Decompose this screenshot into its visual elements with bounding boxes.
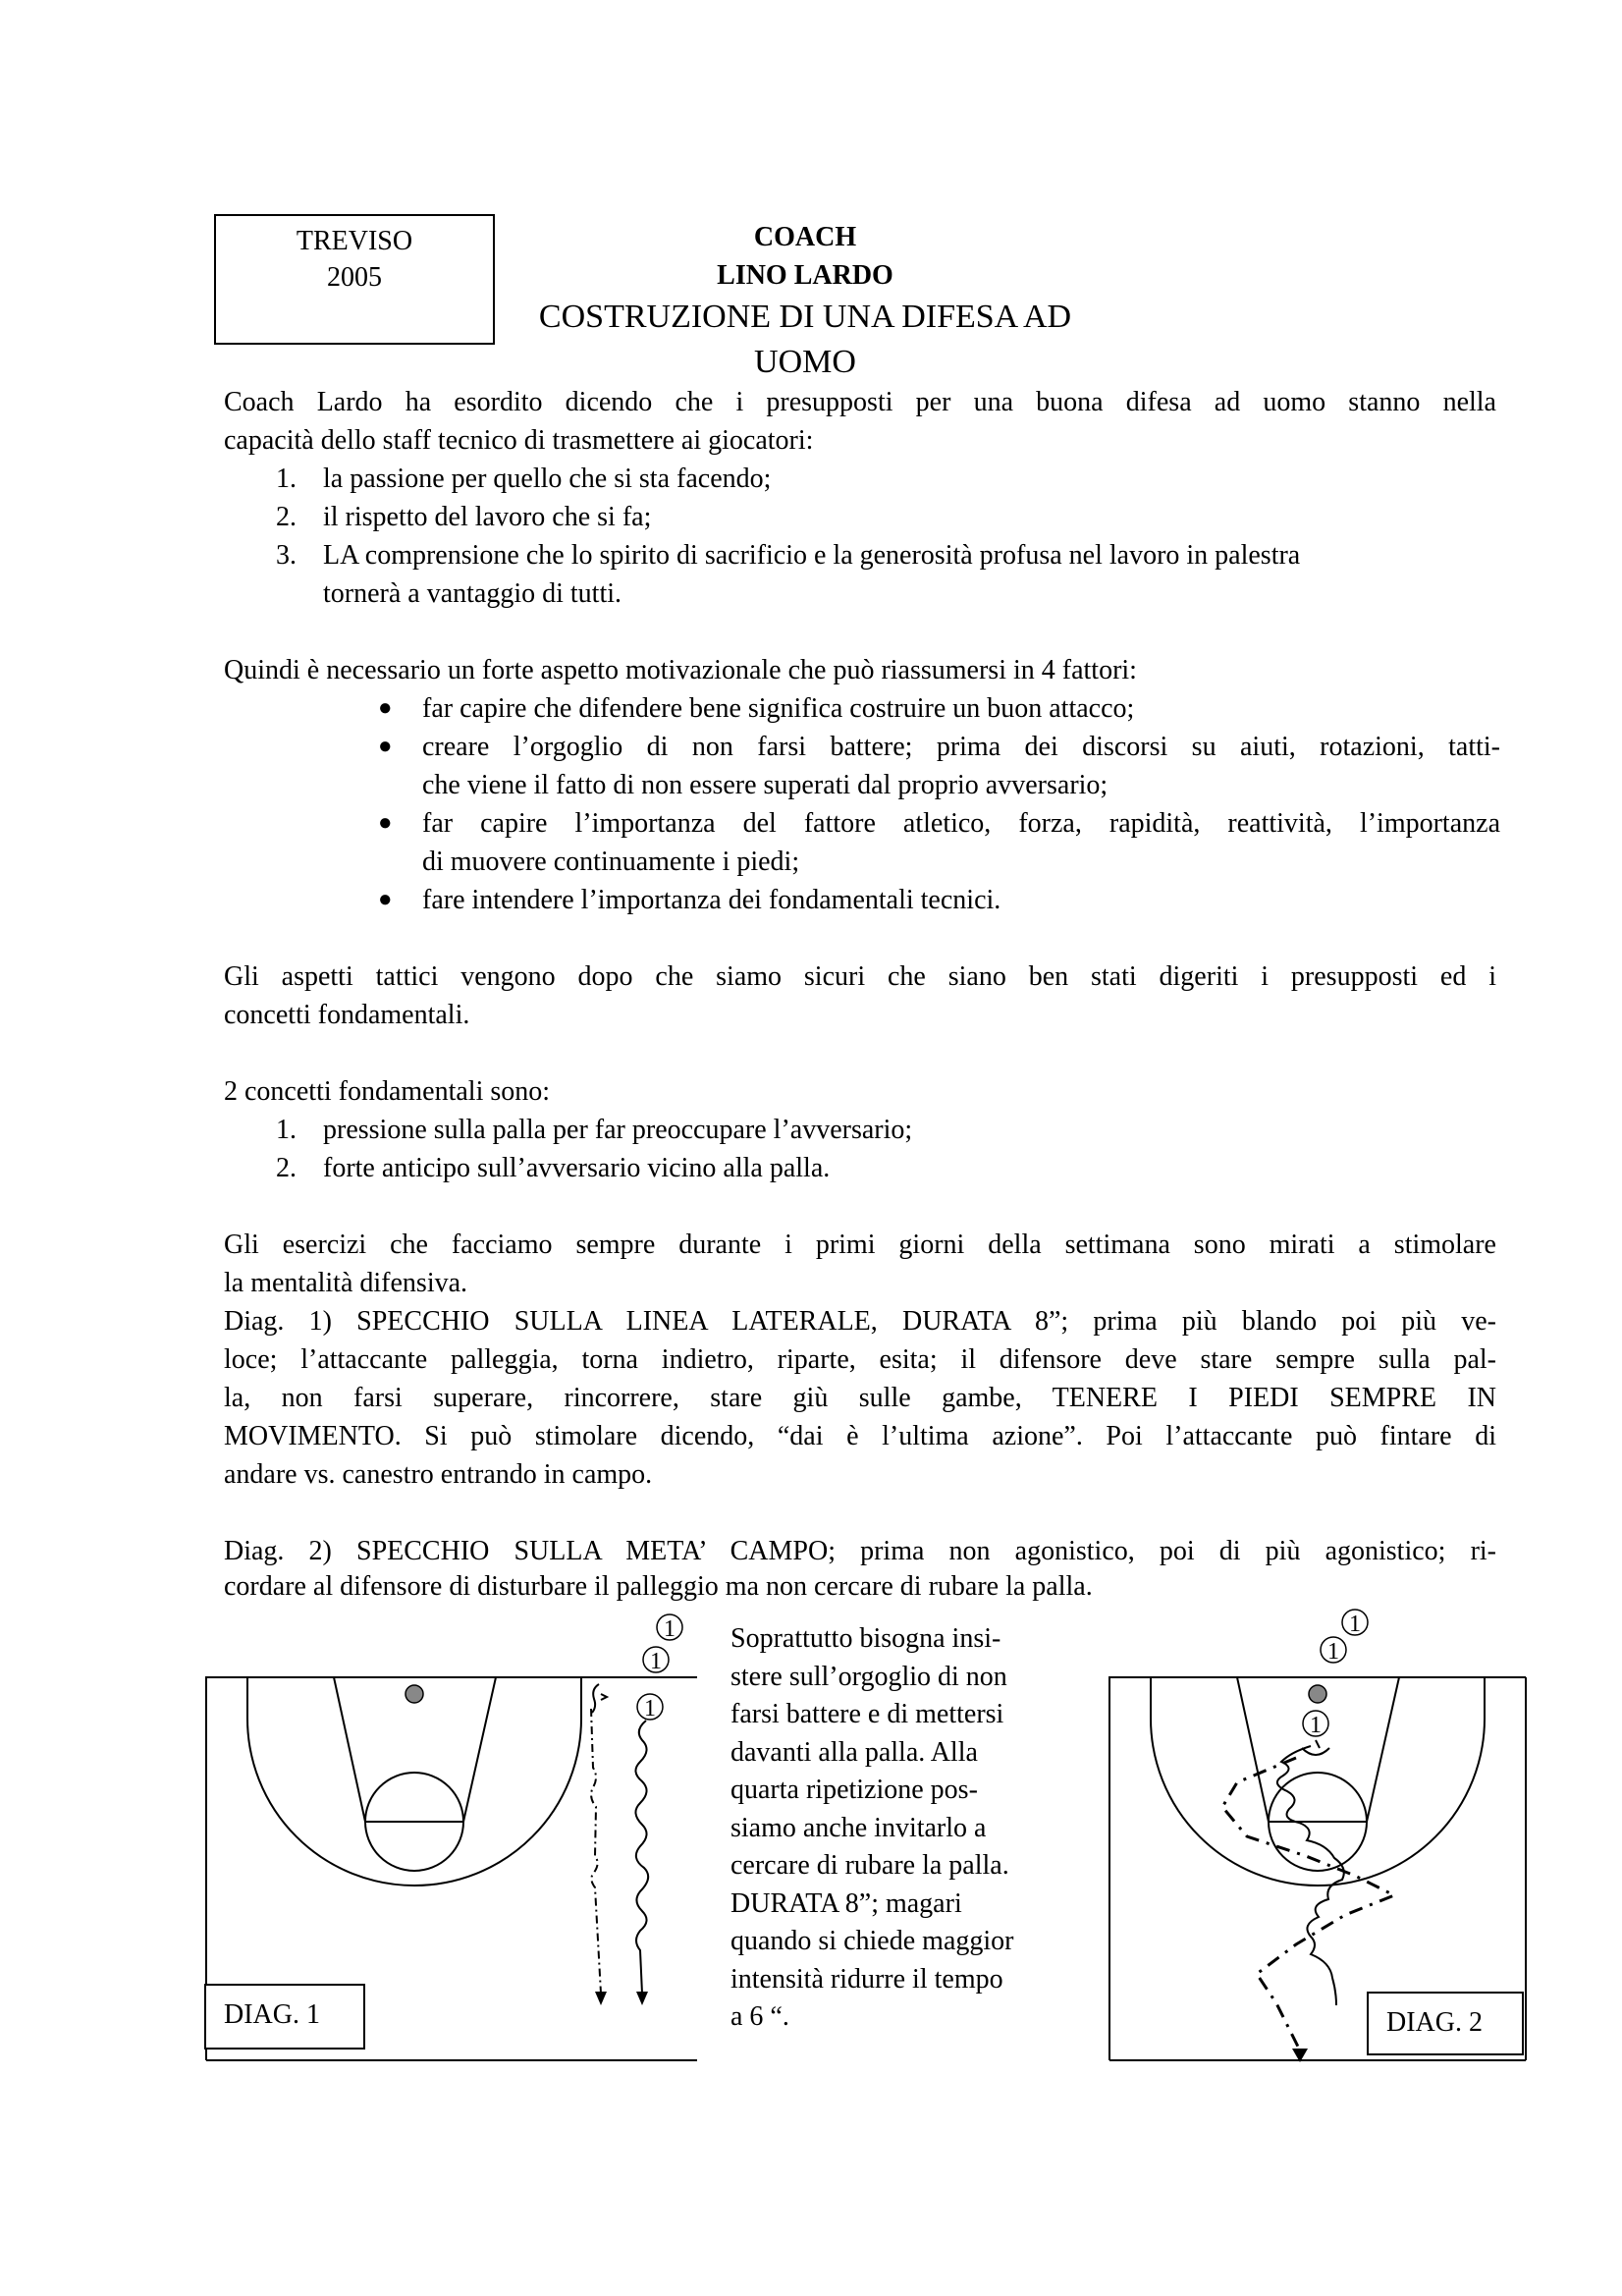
svg-text:1: 1 bbox=[644, 1696, 656, 1722]
intro-paragraph bbox=[224, 383, 1496, 460]
lane-line bbox=[1237, 1677, 1269, 1822]
svg-text:1: 1 bbox=[650, 1649, 662, 1674]
header-year: 2005 bbox=[327, 262, 382, 293]
concepts-list bbox=[276, 1111, 1501, 1187]
side-text: Soprattutto bisogna insi- stere sull’orgoglio di non farsi battere e di mettersi davanti alla palla. Alla quarta ripetizione pos- siamo anche invitarlo a cercare di rubare la palla. DURATA 8”; magari quando si chiede maggior intensità ridurre il tempo a 6 “. bbox=[730, 1623, 1014, 2032]
defender-mark-icon bbox=[601, 1694, 607, 1700]
player-1-icon bbox=[1342, 1610, 1368, 1637]
list-item: 2. il rispetto del lavoro che si fa; bbox=[276, 502, 652, 532]
dribble-path bbox=[635, 1721, 648, 1994]
exercises-paragraph: Gli esercizi che facciamo sempre durante i primi giorni della settimana sono mirati a stimolare la mentalità difensiva. Diag. 1) SPECCHIO SULLA LINEA LATERALE, DURATA 8”; prima più blando poi più ve- loce; l’attaccante palleggia, torna indietro, riparte, esita; il difensore deve stare sempre sulla pal- la, non farsi superare, rincorrere, stare giù sulle gambe, TENERE I PIEDI SEMPRE IN MOVIMENTO. Si può stimolare dicendo, “dai è l’ultima azione”. Poi l’attaccante può fintare di andare vs. canestro entrando in campo. bbox=[224, 1230, 1496, 1490]
header-coach: COACH bbox=[753, 222, 857, 252]
list-item: 1. la passione per quello che si sta facendo; bbox=[276, 464, 772, 494]
three-point-arc bbox=[1151, 1677, 1485, 1886]
svg-text:1: 1 bbox=[1349, 1612, 1361, 1637]
diagram-2-label: DIAG. 2 bbox=[1367, 1992, 1524, 2055]
concepts-lead: 2 concetti fondamentali sono: bbox=[224, 1076, 551, 1107]
header-box bbox=[214, 214, 495, 345]
intro-list bbox=[276, 460, 1501, 613]
defender-mark-icon bbox=[1316, 1740, 1320, 1748]
intro-line: Coach Lardo ha esordito dicendo che i presupposti per una buona difesa ad uomo stanno nella bbox=[224, 387, 1496, 417]
list-item: 1. pressione sulla palla per far preoccupare l’avversario; bbox=[276, 1115, 913, 1145]
basket-icon bbox=[1309, 1685, 1326, 1703]
player-1-icon bbox=[637, 1694, 663, 1722]
list-item: ● fare intendere l’importanza dei fondamentali tecnici. bbox=[378, 885, 1001, 915]
list-item: ● creare l’orgoglio di non farsi battere; prima dei discorsi su aiuti, rotazioni, tatti- che viene il fatto di non essere superati dal proprio avversario; bbox=[378, 732, 1500, 800]
defender-icon bbox=[592, 1684, 599, 1713]
header-coach-name: LINO LARDO bbox=[717, 260, 893, 291]
arrow-head-icon bbox=[636, 1992, 648, 2005]
basket-icon bbox=[406, 1685, 423, 1703]
player-1-icon bbox=[1321, 1637, 1346, 1665]
list-item: 2. forte anticipo sull’avversario vicino alla palla. bbox=[276, 1153, 831, 1183]
header-title-block bbox=[491, 218, 1119, 385]
diagram-1-label: DIAG. 1 bbox=[204, 1984, 365, 2050]
diag2-paragraph: Diag. 2) SPECCHIO SULLA META’ CAMPO; prima non agonistico, poi di più agonistico; ri- cordare al difensore di disturbare il palleggio ma non cercare di rubare la palla. bbox=[224, 1536, 1496, 1601]
player-1-icon bbox=[1303, 1711, 1328, 1738]
lane-line bbox=[334, 1677, 365, 1822]
intro-line: capacità dello staff tecnico di trasmettere ai giocatori: bbox=[224, 425, 814, 456]
lane-line bbox=[463, 1677, 496, 1822]
defender-icon bbox=[1302, 1748, 1329, 1755]
list-item: ● far capire l’importanza del fattore atletico, forza, rapidità, reattività, l’importanza di muovere continuamente i piedi; bbox=[378, 808, 1500, 877]
svg-text:1: 1 bbox=[664, 1616, 676, 1642]
arrow-head-icon bbox=[595, 1992, 607, 2005]
motivation-lead: Quindi è necessario un forte aspetto motivazionale che può riassumersi in 4 fattori: bbox=[224, 655, 1137, 685]
defender-path bbox=[591, 1709, 601, 1994]
list-item: ● far capire che difendere bene significa costruire un buon attacco; bbox=[378, 693, 1135, 724]
player-1-icon bbox=[657, 1614, 682, 1642]
svg-text:1: 1 bbox=[1310, 1713, 1322, 1738]
svg-text:1: 1 bbox=[1327, 1639, 1339, 1665]
dribble-path bbox=[1277, 1746, 1344, 2005]
header-city: TREVISO bbox=[296, 226, 413, 256]
lane-line bbox=[1367, 1677, 1399, 1822]
list-item: 3. LA comprensione che lo spirito di sacrificio e la generosità profusa nel lavoro in palestra tornerà a vantaggio di tutti. bbox=[276, 540, 1301, 609]
motivation-list bbox=[378, 689, 1500, 919]
player-1-icon bbox=[643, 1647, 669, 1674]
page-title: COSTRUZIONE DI UNA DIFESA AD UOMO bbox=[538, 299, 1072, 380]
tactics-paragraph: Gli aspetti tattici vengono dopo che siamo sicuri che siano ben stati digeriti i presupposti ed i concetti fondamentali. bbox=[224, 961, 1496, 1030]
three-point-arc bbox=[247, 1677, 581, 1886]
